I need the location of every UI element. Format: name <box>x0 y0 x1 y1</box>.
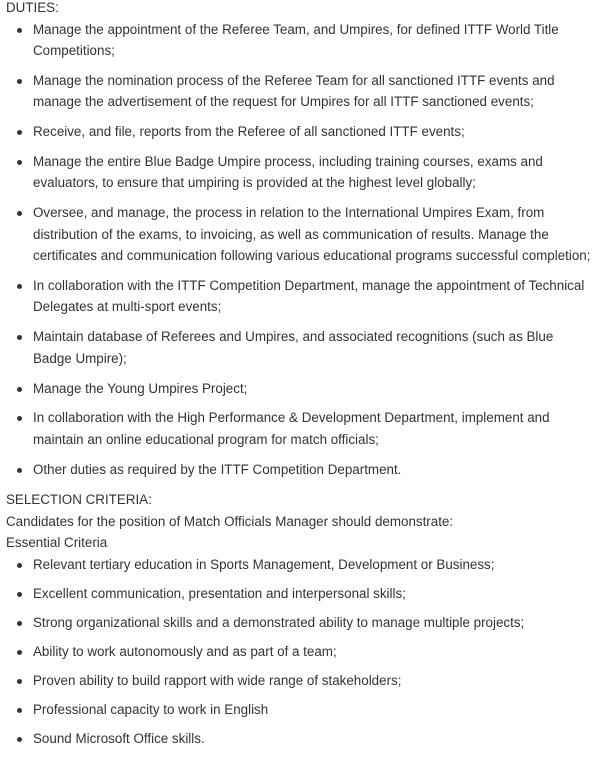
list-item-text: Manage the entire Blue Badge Umpire process, including training courses, exams and evaluators, to ensure that umpiring is provided at the highest level globally; <box>33 153 543 191</box>
bullet-icon <box>17 592 22 597</box>
list-item-text: Strong organizational skills and a demonstrated ability to manage multiple projects; <box>33 614 525 630</box>
list-item <box>6 407 594 450</box>
bullet-icon <box>17 679 22 684</box>
list-item-text: Ability to work autonomously and as part of a team; <box>33 643 337 659</box>
list-item <box>6 378 594 400</box>
list-item-text: Manage the Young Umpires Project; <box>33 380 248 396</box>
bullet-icon <box>17 563 22 568</box>
list-item <box>6 326 594 369</box>
job-description <box>6 0 594 757</box>
essential-criteria-heading: Essential Criteria <box>6 535 108 551</box>
bullet-icon <box>17 468 22 473</box>
bullet-icon <box>17 79 22 84</box>
bullet-icon <box>17 130 22 135</box>
bullet-icon <box>17 28 22 33</box>
list-item-text: In collaboration with the High Performance & Development Department, implement and maintain an online educational program for match officials; <box>33 410 550 447</box>
list-item <box>6 19 594 62</box>
bullet-icon <box>17 335 22 340</box>
selection-criteria-heading: SELECTION CRITERIA: <box>6 492 152 508</box>
list-item <box>6 275 594 318</box>
bullet-icon <box>17 621 22 626</box>
bullet-icon <box>17 387 22 392</box>
list-item <box>6 121 594 143</box>
bullet-icon <box>17 211 22 216</box>
duties-list <box>6 19 594 481</box>
list-item-text: Excellent communication, presentation and interpersonal skills; <box>33 585 406 601</box>
bullet-icon <box>17 160 22 165</box>
list-item-text: Relevant tertiary education in Sports Management, Development or Business; <box>33 556 495 572</box>
list-item-text: In collaboration with the ITTF Competition Department, manage the appointment of Technical Delegates at multi-sport events; <box>33 277 585 315</box>
list-item <box>6 70 594 113</box>
list-item-text: Oversee, and manage, the process in relation to the International Umpires Exam, from distribution of the exams, to invoicing, as well as communication of results. Manage the certificates and communication following various educational programs successful completion; <box>33 205 591 264</box>
bullet-icon <box>17 650 22 655</box>
list-item-text: Proven ability to build rapport with wide range of stakeholders; <box>33 672 402 688</box>
list-item-text: Manage the nomination process of the Referee Team for all sanctioned ITTF events and manage the advertisement of the request for Umpires for all ITTF sanctioned events; <box>33 72 555 110</box>
selection-intro: Candidates for the position of Match Officials Manager should demonstrate: <box>6 513 454 529</box>
list-item <box>6 151 594 194</box>
list-item <box>6 641 594 663</box>
list-item-text: Manage the appointment of the Referee Team, and Umpires, for defined ITTF World Title Competitions; <box>33 21 559 58</box>
list-item-text: Receive, and file, reports from the Referee of all sanctioned ITTF events; <box>33 124 465 140</box>
list-item <box>6 699 594 721</box>
list-item <box>6 728 594 750</box>
list-item-text: Sound Microsoft Office skills. <box>33 730 205 746</box>
list-item <box>6 459 594 481</box>
list-item <box>6 202 594 267</box>
list-item-text: Maintain database of Referees and Umpires, and associated recognitions (such as Blue Badge Umpire); <box>33 329 554 366</box>
list-item-text: Other duties as required by the ITTF Competition Department. <box>33 461 402 477</box>
essential-criteria-list <box>6 554 594 750</box>
list-item <box>6 612 594 634</box>
duties-heading: DUTIES: <box>6 0 59 15</box>
bullet-icon <box>17 708 22 713</box>
bullet-icon <box>17 737 22 742</box>
list-item-text: Professional capacity to work in English <box>33 701 269 717</box>
list-item <box>6 583 594 605</box>
bullet-icon <box>17 284 22 289</box>
list-item <box>6 554 594 576</box>
bullet-icon <box>17 416 22 421</box>
list-item <box>6 670 594 692</box>
